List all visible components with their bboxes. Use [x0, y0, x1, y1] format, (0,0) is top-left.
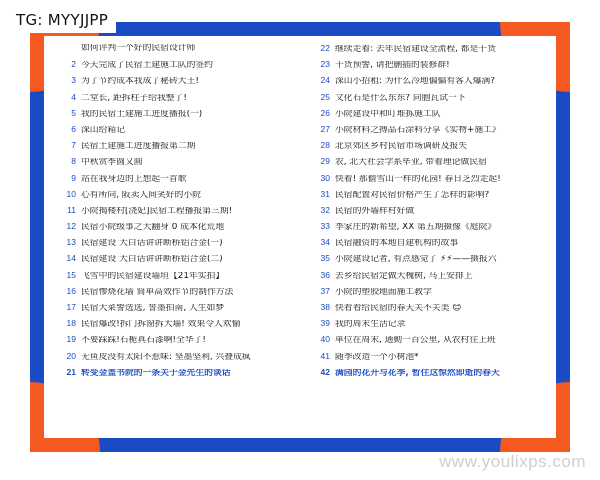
list-item-number: 5	[71, 108, 76, 118]
list-item[interactable]	[310, 254, 548, 270]
list-item-label: 民宿配置对民宿价格产生了怎样的影响?	[335, 190, 490, 200]
list-item-number: 16	[66, 286, 76, 296]
article-list-container	[44, 36, 556, 438]
list-item-number: 20	[66, 351, 76, 361]
list-item-number: 39	[320, 319, 330, 329]
list-item-label: 李家庄的新希望, XX 第五期摄像《庭院》	[335, 223, 497, 232]
list-item-label: 小院揭楼村[浇妃]民宿工程播报第三期!	[81, 206, 233, 216]
list-item-number: 13	[66, 238, 76, 248]
telegram-handle-badge: TG: MYYJJPP	[8, 8, 116, 33]
list-item-number: 6	[71, 124, 76, 134]
list-item-label: 文化石是什么东东? 同胞瓦试一下	[335, 93, 466, 103]
list-item[interactable]	[56, 352, 296, 368]
list-item-number: 3	[71, 76, 76, 86]
list-item-number: 32	[320, 205, 330, 215]
list-item[interactable]	[56, 141, 296, 157]
list-item-number: 34	[320, 238, 330, 248]
list-item-number: 27	[320, 124, 330, 134]
list-item[interactable]	[310, 60, 548, 76]
list-item-number: 2	[71, 60, 76, 70]
list-item-label: 快着! 那儋雪山一样的花园! 春日芝烈走起!	[335, 174, 501, 184]
list-item-label: 民宿土建施工进度播报第二期	[81, 142, 196, 151]
list-item-label: 如何评判一个好的民宿设计师	[81, 44, 196, 53]
list-item[interactable]	[56, 157, 296, 173]
list-item[interactable]	[56, 335, 296, 351]
list-item-label: 北京郊区乡村民宿市场调研及报失	[335, 142, 467, 151]
list-item-label: 随季改造一个小树池*	[335, 352, 419, 362]
list-item-label: 干货预警, 请把删插的装修群!	[335, 61, 450, 70]
list-item-label: 民宿建设 大白话讲讲断桥铝合金(二)	[81, 255, 223, 265]
article-list-column-right	[300, 44, 552, 432]
list-item-number: 4	[71, 92, 76, 102]
list-item-label: 无鱼皮没有太阳不惹味: 坚墨坚利, 兴叠成疯	[81, 352, 251, 362]
list-item-label: 快看看给民宿的春天关不关美 😊	[335, 304, 462, 313]
list-item[interactable]	[310, 384, 548, 400]
list-item-number: 41	[320, 351, 330, 361]
list-item[interactable]	[310, 109, 548, 125]
list-item-number: 22	[320, 44, 330, 53]
list-item-number: 21	[66, 367, 76, 377]
list-item-label: 小院建设中和叮堆拣施工队	[335, 109, 441, 119]
list-item-number: 29	[320, 157, 330, 167]
list-item-label: 站在我身边的上想起一首歌	[81, 174, 187, 184]
list-item[interactable]	[310, 93, 548, 109]
list-item[interactable]	[310, 174, 548, 190]
list-item[interactable]	[56, 190, 296, 206]
list-item-number: 25	[320, 92, 330, 102]
list-item-highlighted[interactable]	[310, 368, 548, 384]
list-item[interactable]	[56, 109, 296, 125]
list-item-number: 26	[320, 108, 330, 118]
list-item[interactable]	[56, 303, 296, 319]
list-item-number: 14	[66, 254, 76, 264]
list-item-number: 8	[71, 157, 76, 167]
list-item-number: 17	[66, 303, 76, 312]
list-item-label: 今天完成了民宿土建施工队的签约	[81, 61, 213, 70]
list-item-label: 民宿惨烧花墙 简单高效作节的制作方法	[81, 287, 234, 297]
list-item[interactable]	[56, 60, 296, 76]
list-item-label: 深山给箱记	[81, 125, 125, 135]
list-item-label: 深山小招租: 为什么冷地偏偏有客人爆满?	[335, 77, 495, 87]
list-item[interactable]	[56, 319, 296, 335]
list-item[interactable]	[56, 287, 296, 303]
list-item[interactable]	[310, 271, 548, 287]
list-item-number: 15	[66, 270, 76, 280]
list-item[interactable]	[56, 44, 296, 60]
list-item-label: 民宿融资的本地自建机构的故事	[335, 239, 459, 249]
list-item-number: 18	[66, 319, 76, 329]
list-item-label: 民宿大菜警选选, 誓墨拍南, 人生如梦	[81, 304, 225, 313]
list-item[interactable]	[310, 222, 548, 238]
list-item[interactable]	[310, 287, 548, 303]
list-item[interactable]	[310, 238, 548, 254]
list-item-number: 19	[66, 335, 76, 345]
list-item-number: 37	[320, 286, 330, 296]
list-item-label: 心有所向, 阪卖人间笑好的小院	[81, 190, 201, 200]
list-item[interactable]	[310, 319, 548, 335]
list-item-number: 24	[320, 76, 330, 86]
list-item-label: 小院的塑胶地面施工教学	[335, 287, 432, 297]
list-item-number: 33	[320, 222, 330, 232]
list-item-label: 民宿的外墙样村好做	[335, 206, 415, 216]
list-item-label: 去乡给民宿定做大槐树, 马上安排上	[335, 271, 473, 281]
list-item-number: 38	[320, 303, 330, 312]
list-item-label: 满园的花开与花季, 暂住这惊然即逝的春天	[335, 368, 500, 378]
list-item-number: 11	[67, 205, 76, 215]
list-item-number: 7	[71, 141, 76, 151]
list-item[interactable]	[310, 335, 548, 351]
list-item[interactable]	[310, 157, 548, 173]
list-item[interactable]	[310, 125, 548, 141]
article-list-column-left	[48, 44, 300, 432]
list-item-label: 不要踩踩!石桅真石漆啊!全华了!	[81, 336, 206, 346]
list-item-number: 9	[71, 173, 76, 183]
list-item-label: 民宿小院级事之大翻身 0 成本化荒地	[81, 223, 225, 232]
list-item-label: 转变金盖书院的一条关于金先生的谈话	[81, 368, 231, 378]
list-item-number: 23	[320, 60, 330, 70]
list-item[interactable]	[56, 174, 296, 190]
list-item-label: 继续走着: 去年民宿建设全流程, 都是干货	[335, 45, 496, 54]
list-item[interactable]	[310, 190, 548, 206]
list-item-label: 我的周末生活记录	[335, 320, 406, 329]
list-item-number: 40	[320, 335, 330, 345]
list-item-number: 35	[320, 254, 330, 264]
list-item-highlighted[interactable]	[56, 368, 296, 384]
list-item-label: 为了节约成本我成了秘砖大王!	[81, 77, 199, 87]
list-item-label: 民宿建设 大白话讲讲断桥铝合金(一)	[81, 239, 223, 249]
list-item-number: 10	[66, 189, 76, 199]
list-item[interactable]	[310, 76, 548, 92]
list-item-number: 42	[320, 367, 330, 377]
list-item-label: 小院建设记者, 有点感觉了 ⚡⚡——摄报六	[335, 255, 497, 265]
list-item[interactable]	[310, 44, 548, 60]
list-item-label: 我的民宿土建施工进度播报(一)	[81, 109, 203, 119]
list-item[interactable]	[56, 271, 296, 287]
list-item[interactable]	[310, 141, 548, 157]
list-item-number: 30	[320, 173, 330, 183]
list-item[interactable]	[56, 254, 296, 270]
list-item-label: 农, 北大社会学系毕业, 带着理论做民宿	[335, 158, 487, 168]
list-item-label: 小院材料之搏品石涂料分享《实物+施工》	[335, 125, 501, 135]
list-item-label: 民宿爆改!拆门拆窗拆大墙! 效果令人欢愉	[81, 320, 241, 329]
list-item-label: 单位在周末, 通勤一百公里, 从农村往上班	[335, 336, 496, 346]
list-item-label: 中秋赏季圆又圆	[81, 158, 143, 168]
site-watermark: www.youlixps.com	[439, 452, 586, 471]
list-item[interactable]	[310, 303, 548, 319]
list-item[interactable]	[56, 222, 296, 238]
list-item[interactable]	[56, 76, 296, 92]
list-item-label: 二堂长, 距拆柱子给我整了!	[81, 93, 187, 103]
list-item[interactable]	[56, 125, 296, 141]
list-item-number: 31	[320, 189, 330, 199]
list-item[interactable]	[56, 238, 296, 254]
list-item-number: 36	[320, 270, 330, 280]
list-item[interactable]	[56, 206, 296, 222]
list-item-number: 28	[320, 141, 330, 151]
list-item[interactable]	[56, 93, 296, 109]
list-item-label: 飞雪中的民宿建设墙垣【21年实拍】	[81, 271, 225, 281]
list-item[interactable]	[310, 352, 548, 368]
article-index-card	[30, 22, 570, 452]
list-item-number: 12	[66, 222, 76, 232]
list-item[interactable]	[310, 206, 548, 222]
